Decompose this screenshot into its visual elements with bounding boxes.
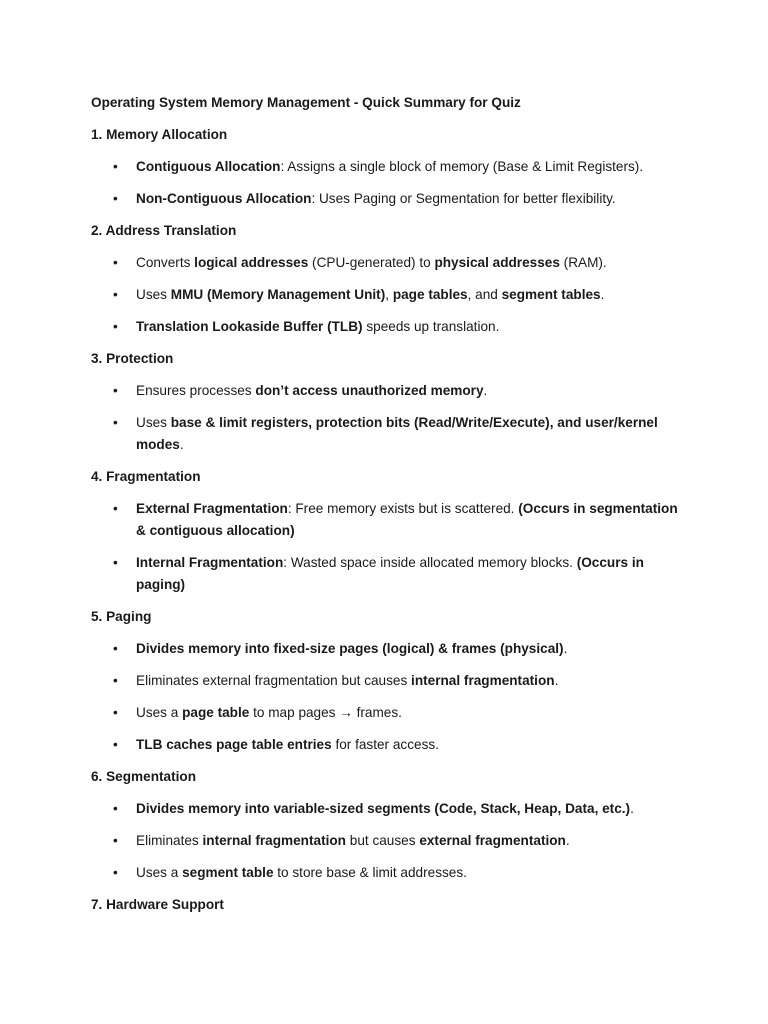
text-run: Ensures processes [136, 383, 256, 398]
list-item [91, 798, 691, 820]
bold-text: TLB caches page table entries [136, 737, 332, 752]
text-run: Uses a [136, 705, 183, 720]
document-title: Operating System Memory Management - Quick Summary for Quiz [91, 95, 521, 110]
list-item [91, 252, 691, 274]
bold-text: Translation Lookaside Buffer (TLB) [136, 319, 363, 334]
text-run: Uses [136, 287, 171, 302]
bullet-list [91, 638, 691, 756]
text-run: Uses [136, 415, 171, 430]
section-heading: 4. Fragmentation [91, 469, 201, 484]
list-item [91, 412, 691, 456]
bullet-icon: • [113, 641, 118, 656]
section-heading: 6. Segmentation [91, 769, 196, 784]
bullet-list [91, 156, 691, 210]
bold-text: page tables [392, 287, 468, 302]
bold-text: logical addresses [194, 255, 309, 270]
bullet-icon: • [113, 383, 118, 398]
text-run: (CPU-generated) to [308, 255, 435, 270]
text-run: Eliminates external fragmentation but causes [136, 673, 412, 688]
text-run: : Wasted space inside allocated memory blocks. [283, 555, 577, 570]
bullet-icon: • [113, 673, 118, 688]
text-run: to store base & limit addresses. [273, 865, 467, 880]
list-item [91, 552, 691, 596]
bold-text: Divides memory into fixed-size pages (logical) & frames (physical) [136, 641, 564, 656]
text-run: , [385, 287, 393, 302]
bullet-icon: • [113, 737, 118, 752]
bold-text: Contiguous Allocation [136, 159, 281, 174]
bold-text: MMU (Memory Management Unit) [170, 287, 386, 302]
text-run: . [563, 641, 568, 656]
bullet-list [91, 498, 691, 596]
text-run: : Assigns a single block of memory (Base & Limit Registers). [280, 159, 644, 174]
text-run: . [483, 383, 488, 398]
text-run: Converts [136, 255, 195, 270]
list-item [91, 638, 691, 660]
bold-text: physical addresses [434, 255, 560, 270]
sections-container [91, 124, 691, 916]
bullet-icon: • [113, 705, 118, 720]
text-run: but causes [346, 833, 420, 848]
list-item [91, 188, 691, 210]
list-item [91, 156, 691, 178]
bold-text: segment table [182, 865, 274, 880]
bullet-icon: • [113, 501, 118, 516]
text-run: for faster access. [331, 737, 439, 752]
section-heading: 3. Protection [91, 351, 174, 366]
bullet-list [91, 380, 691, 456]
text-run: . [565, 833, 570, 848]
text-run: . [600, 287, 605, 302]
bullet-icon: • [113, 287, 118, 302]
bullet-icon: • [113, 159, 118, 174]
bold-text: (Occurs in paging) [136, 555, 644, 592]
text-run: to map pages → frames. [249, 705, 402, 720]
bullet-icon: • [113, 255, 118, 270]
bullet-list [91, 798, 691, 884]
bold-text: Divides memory into variable-sized segments (Code, Stack, Heap, Data, etc.) [136, 801, 631, 816]
bullet-list [91, 252, 691, 338]
text-run: speeds up translation. [362, 319, 500, 334]
text-run: Uses a [136, 865, 183, 880]
bold-text: External Fragmentation [136, 501, 288, 516]
text-run: : Uses Paging or Segmentation for better flexibility. [311, 191, 616, 206]
section-heading: 7. Hardware Support [91, 897, 224, 912]
bullet-icon: • [113, 555, 118, 570]
section-heading: 2. Address Translation [91, 223, 237, 238]
bold-text: (Occurs in segmentation & contiguous allocation) [136, 501, 678, 538]
list-item [91, 316, 691, 338]
text-run: (RAM). [559, 255, 607, 270]
bullet-icon: • [113, 833, 118, 848]
bullet-icon: • [113, 801, 118, 816]
section-heading: 1. Memory Allocation [91, 127, 228, 142]
bullet-icon: • [113, 191, 118, 206]
list-item [91, 380, 691, 402]
bold-text: segment tables [501, 287, 601, 302]
text-run: . [179, 437, 184, 452]
list-item [91, 702, 691, 724]
list-item [91, 862, 691, 884]
list-item [91, 670, 691, 692]
bullet-icon: • [113, 415, 118, 430]
bold-text: external fragmentation [419, 833, 566, 848]
bold-text: Non-Contiguous Allocation [136, 191, 312, 206]
bold-text: internal fragmentation [411, 673, 555, 688]
bullet-icon: • [113, 319, 118, 334]
text-run: , and [467, 287, 502, 302]
bold-text: internal fragmentation [202, 833, 346, 848]
list-item [91, 830, 691, 852]
section-heading: 5. Paging [91, 609, 152, 624]
list-item [91, 734, 691, 756]
text-run: Eliminates [136, 833, 203, 848]
bold-text: Internal Fragmentation [136, 555, 284, 570]
text-run: . [554, 673, 559, 688]
bullet-icon: • [113, 865, 118, 880]
text-run: . [630, 801, 634, 816]
bold-text: don’t access unauthorized memory [255, 383, 484, 398]
bold-text: base & limit registers, protection bits (Read/Write/Execute), and user/kernel modes [136, 415, 658, 452]
document-body [91, 92, 691, 926]
text-run: : Free memory exists but is scattered. [287, 501, 519, 516]
list-item [91, 284, 691, 306]
list-item [91, 498, 691, 542]
bold-text: page table [182, 705, 250, 720]
